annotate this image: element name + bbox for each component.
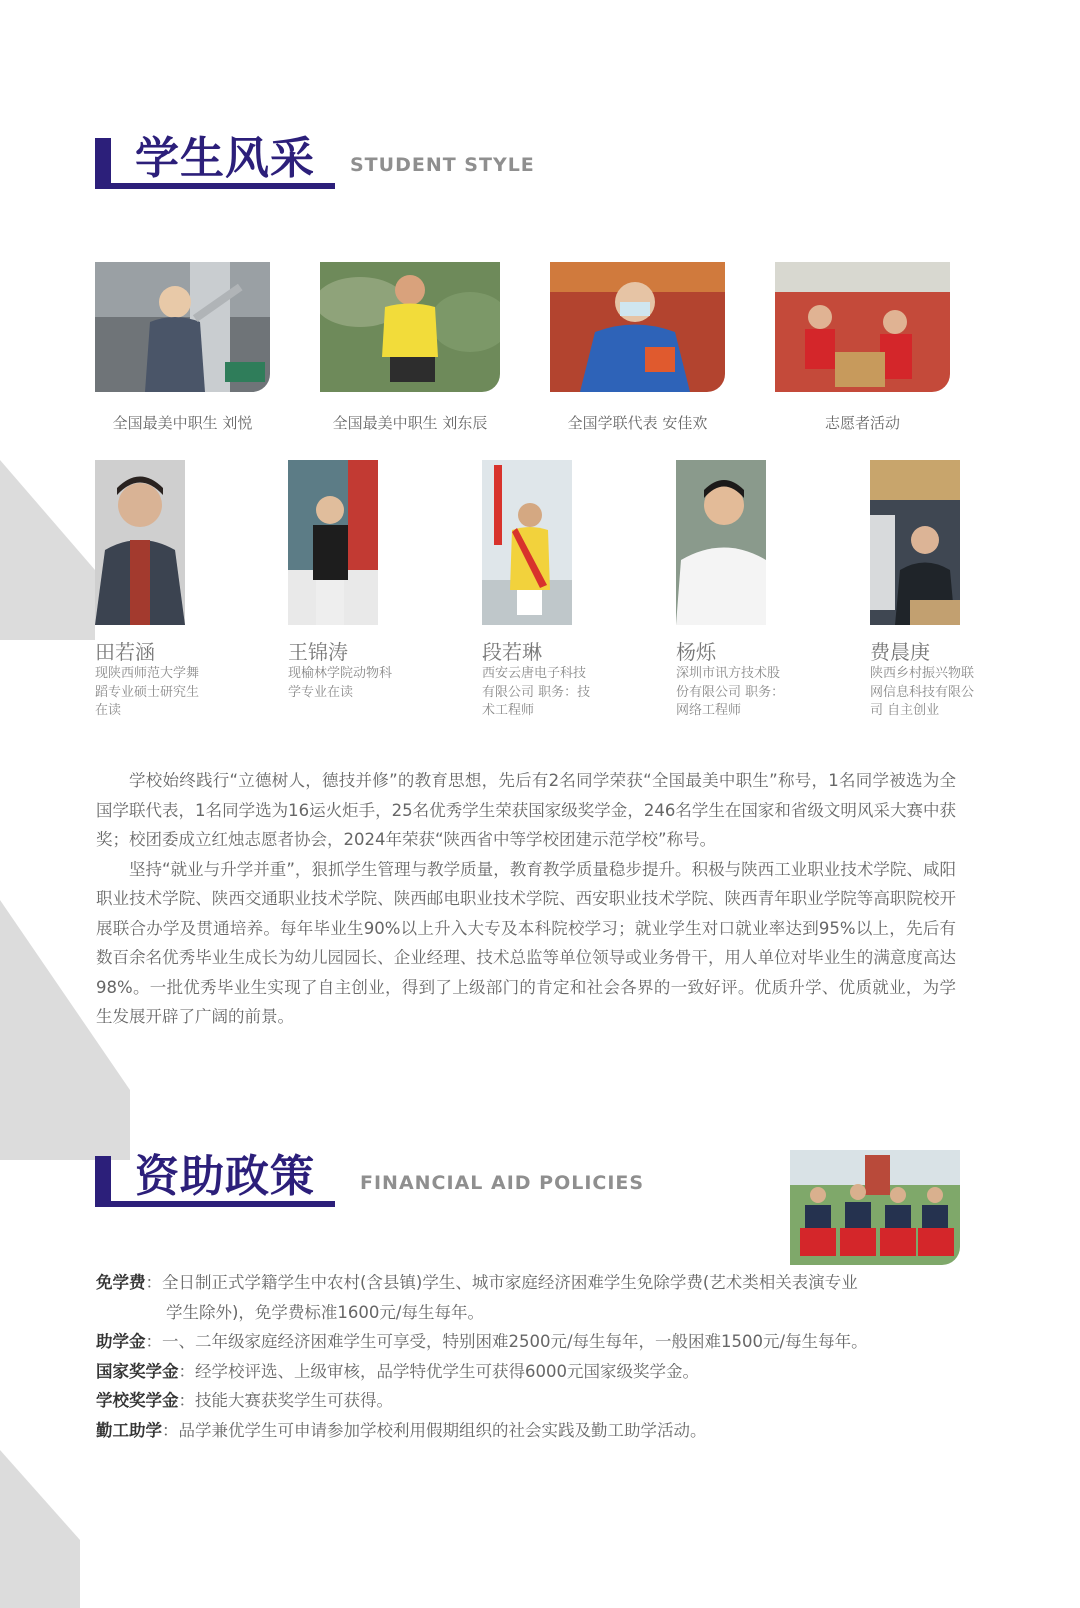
policy-separator: ： (178, 1391, 195, 1410)
policy-text: 全日制正式学籍学生中农村(含县镇)学生、城市家庭经济困难学生免除学费(艺术类相关表演专业 (162, 1273, 858, 1292)
title-bar (95, 138, 111, 188)
policy-text: 经学校评选、上级审核，品学特优学生可获得6000元国家级奖学金。 (195, 1361, 699, 1381)
photo-liu-dongchen (320, 262, 500, 392)
profile-name: 杨烁 (676, 640, 716, 664)
portrait-wang-jintao (288, 460, 378, 625)
portrait-fei-chengeng (870, 460, 960, 625)
policy-item (96, 1327, 966, 1357)
policy-item (96, 1268, 966, 1298)
policy-separator: ： (162, 1420, 179, 1440)
policy-separator: ： (178, 1361, 195, 1381)
photo-caption: 全国最美中职生 刘东辰 (332, 414, 488, 432)
policy-text: 学生除外)，免学费标准1600元/每生每年。 (166, 1302, 484, 1322)
profile-desc: 现陕西师范大学舞蹈专业硕士研究生在读 (95, 666, 200, 718)
photo-an-jiahuan (550, 262, 725, 392)
section-title-zh: 学生风采 (135, 133, 315, 184)
policy-item (96, 1386, 966, 1416)
policy-text: 一、二年级家庭经济困难学生可享受，特别困难2500元/每生每年，一般困难1500元/每生每年。 (162, 1332, 868, 1351)
profile-name: 田若涵 (95, 640, 155, 664)
paragraph: 学校始终践行“立德树人，德技并修”的教育思想，先后有2名同学荣获“全国最美中职生”称号，1名同学被选为全国学联代表，1名同学选为16运火炬手，25名优秀学生荣获国家级奖学金，246名学生在国家和省级文明风采大赛中获奖；校团委成立红烛志愿者协会，2024年荣获“陕西省中等学校团建示范学校”称号。 (96, 771, 956, 849)
section-title-en: FINANCIAL AID POLICIES (360, 1172, 645, 1194)
paragraph: 坚持“就业与升学并重”，狠抓学生管理与教学质量，教育教学质量稳步提升。积极与陕西工业职业技术学院、咸阳职业技术学院、陕西交通职业技术学院、陕西邮电职业技术学院、西安职业技术学院、陕西青年职业学院等高职院校开展联合办学及贯通培养。每年毕业生90%以上升入大专及本科院校学习；就业学生对口就业率达到95%以上，先后有数百余名优秀毕业生成长为幼儿园园长、企业经理、技术总监等单位领导或业务骨干，用人单位对毕业生的满意度高达98%。一批优秀毕业生实现了自主创业，得到了上级部门的肯定和社会各界的一致好评。优质升学、优质就业，为学生发展开辟了广阔的前景。 (96, 859, 956, 1026)
policy-text: 品学兼优学生可申请参加学校利用假期组织的社会实践及勤工助学活动。 (178, 1420, 707, 1440)
profile-desc: 现榆林学院动物科学专业在读 (288, 666, 393, 700)
section-title-en: STUDENT STYLE (350, 154, 535, 176)
financial-aid-list (96, 1268, 966, 1445)
student-style-body (96, 766, 956, 1032)
policy-separator: ： (145, 1273, 162, 1292)
policy-separator: ： (145, 1332, 162, 1351)
policy-label: 助学金 (96, 1332, 146, 1351)
policy-label: 勤工助学 (96, 1420, 162, 1440)
policy-label: 国家奖学金 (96, 1361, 179, 1381)
profile-name: 费晨庚 (870, 640, 930, 664)
photo-scholarship-recipients (790, 1150, 960, 1265)
policy-text: 技能大赛获奖学生可获得。 (195, 1391, 393, 1410)
section-title-zh: 资助政策 (135, 1151, 315, 1202)
title-bar (95, 1156, 111, 1206)
policy-item (96, 1357, 966, 1387)
profile-desc: 西安云唐电子科技有限公司 职务：技术工程师 (482, 666, 591, 718)
profile-name: 王锦涛 (288, 640, 348, 664)
photo-caption: 全国学联代表 安佳欢 (567, 414, 708, 432)
portrait-yang-shuo (676, 460, 766, 625)
policy-item (96, 1416, 966, 1446)
policy-item-continuation (96, 1298, 966, 1328)
photo-liu-yue (95, 262, 270, 392)
profile-name: 段若琳 (482, 640, 542, 664)
photo-caption: 全国最美中职生 刘悦 (112, 414, 253, 432)
portrait-duan-ruolin (482, 460, 572, 625)
profile-desc: 深圳市讯方技术股份有限公司 职务：网络工程师 (676, 666, 785, 718)
policy-label: 免学费 (96, 1273, 146, 1292)
photo-caption: 志愿者活动 (824, 414, 900, 432)
photo-volunteer-activity (775, 262, 950, 392)
profile-desc: 陕西乡村振兴物联网信息科技有限公司 自主创业 (870, 666, 975, 718)
policy-label: 学校奖学金 (96, 1391, 179, 1410)
portrait-tian-ruohan (95, 460, 185, 625)
